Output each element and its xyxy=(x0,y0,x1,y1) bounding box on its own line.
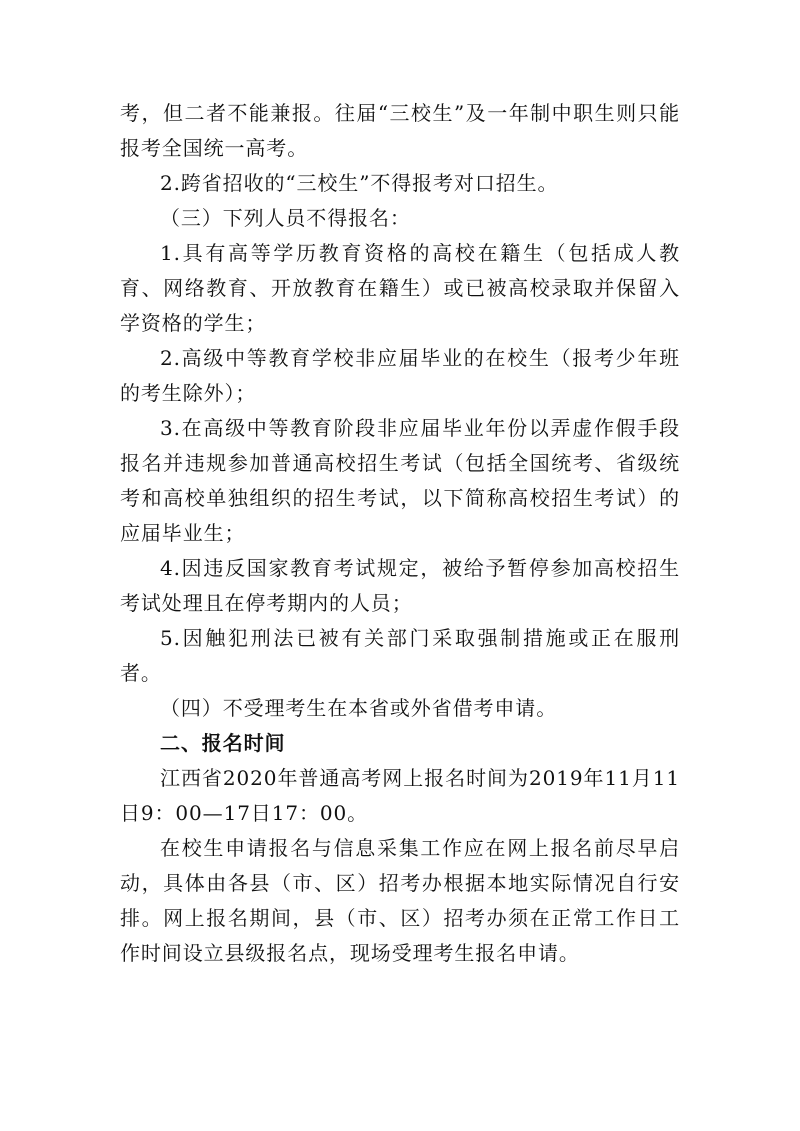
paragraph-cross-province: 2.跨省招收的“三校生”不得报考对口招生。 xyxy=(160,171,559,195)
paragraph-registration-arrangement: 在校生申请报名与信息采集工作应在网上报名前尽早启动，具体由各县（市、区）招考办根据本地实际情况自行安排。网上报名期间，县（市、区）招考办须在正常工作日工作时间设立县级报名点，现场受理考生报名申请。 xyxy=(120,836,680,965)
paragraph-item-5: 5.因触犯刑法已被有关部门采取强制措施或正在服刑者。 xyxy=(120,626,680,685)
paragraph-subheading-3: （三）下列人员不得报名： xyxy=(160,206,411,230)
paragraph-subheading-4: （四）不受理考生在本省或外省借考申请。 xyxy=(160,696,558,720)
document-body xyxy=(120,96,680,971)
paragraph-continuation: 考，但二者不能兼报。往届“三校生”及一年制中职生则只能报考全国统一高考。 xyxy=(120,101,680,160)
paragraph-item-1: 1.具有高等学历教育资格的高校在籍生（包括成人教育、网络教育、开放教育在籍生）或已被高校录取并保留入学资格的学生； xyxy=(120,241,680,335)
paragraph-registration-time: 江西省2020年普通高考网上报名时间为2019年11月11日9：00—17日17：00。 xyxy=(120,766,680,825)
paragraph-item-2: 2.高级中等教育学校非应届毕业的在校生（报考少年班的考生除外）； xyxy=(120,346,680,405)
section-heading: 二、报名时间 xyxy=(160,731,286,755)
paragraph-item-4: 4.因违反国家教育考试规定，被给予暂停参加高校招生考试处理且在停考期内的人员； xyxy=(120,556,680,615)
paragraph-item-3: 3.在高级中等教育阶段非应届毕业年份以弄虚作假手段报名并违规参加普通高校招生考试（包括全国统考、省级统考和高校单独组织的招生考试，以下简称高校招生考试）的应届毕业生； xyxy=(120,416,680,545)
